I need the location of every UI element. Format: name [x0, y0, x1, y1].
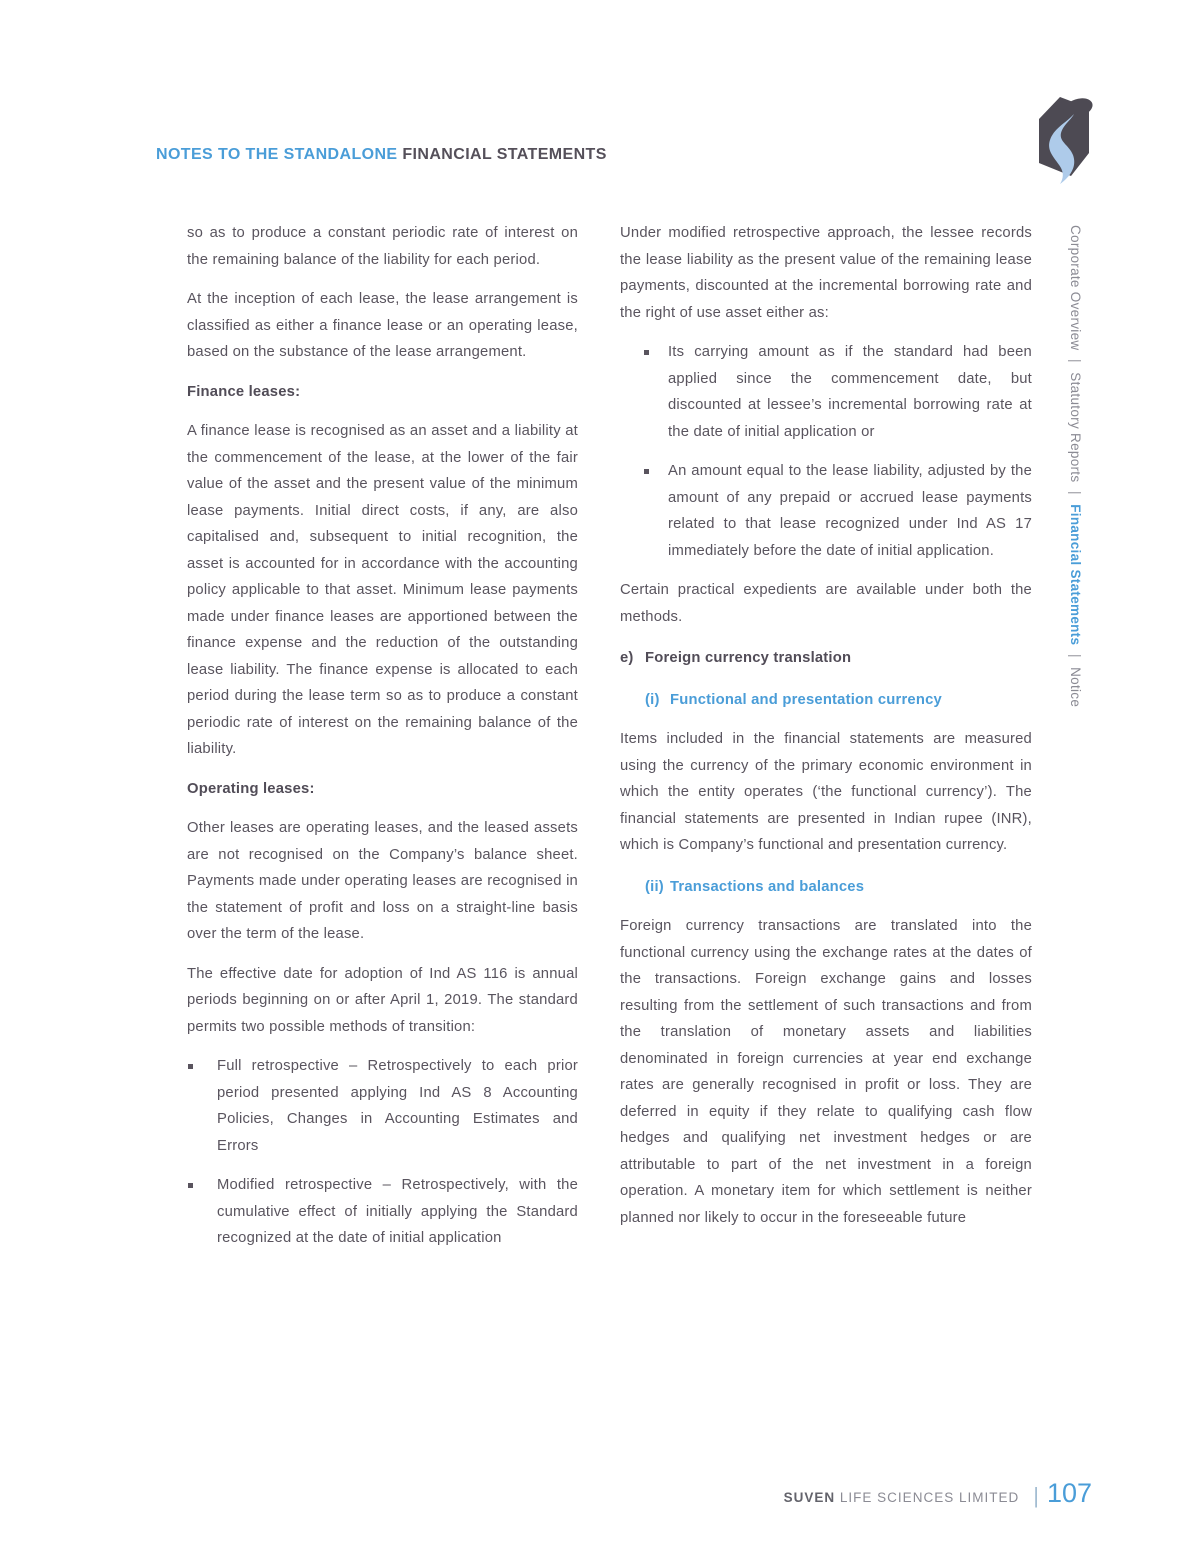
subsection-marker: (ii) — [645, 878, 664, 895]
page-number: 107 — [1046, 1478, 1092, 1508]
paragraph-operating-lease: Other leases are operating leases, and the leased assets are not recognised on the Company’s balance sheet. Payments made under operating leases are recognised in the statement of profit and loss on a straight-line basis over the term of the lease. — [187, 820, 578, 942]
subsection-marker: (i) — [645, 691, 660, 708]
left-column — [187, 220, 578, 1265]
bullet-item-carrying-amount — [643, 339, 1032, 445]
bullet-icon — [188, 1064, 193, 1069]
page-footer — [784, 1478, 1092, 1509]
paragraph-rate: so as to produce a constant periodic rate of interest on the remaining balance of the liability for each period. — [187, 225, 578, 268]
sidebar-separator: | — [1068, 359, 1083, 364]
bullet-item-full-retrospective — [187, 1053, 578, 1159]
heading-finance-leases: Finance leases: — [187, 383, 301, 400]
right-column — [620, 220, 1032, 1244]
paragraph-practical-expedients: Certain practical expedients are available under both the methods. — [620, 582, 1032, 625]
section-nav-sidebar — [1068, 225, 1083, 805]
paragraph-modified-approach: Under modified retrospective approach, the lessee records the lease liability as the present value of the remaining lease payments, discounted at the incremental borrowing rate and the right of use asset either as: — [620, 225, 1032, 321]
bullet-item-modified-retrospective — [187, 1172, 578, 1252]
page-title-dark-part: FINANCIAL STATEMENTS — [402, 146, 607, 163]
page-title-blue-part: NOTES TO THE STANDALONE — [156, 146, 403, 163]
bullet-text: Full retrospective – Retrospectively to each prior period presented applying Ind AS 8 Accounting Policies, Changes in Accounting Estimates and Errors — [217, 1058, 578, 1154]
paragraph-effective-date: The effective date for adoption of Ind AS 116 is annual periods beginning on or after April 1, 2019. The standard permits two possible methods of transition: — [187, 965, 578, 1035]
footer-separator: | — [1033, 1483, 1039, 1508]
section-marker: e) — [620, 650, 634, 666]
bullet-icon — [644, 469, 649, 474]
sidebar-item-corporate-overview: Corporate Overview — [1068, 225, 1083, 351]
sidebar-item-financial-statements: Financial Statements — [1068, 504, 1083, 646]
bullet-item-amount-equal — [643, 458, 1032, 564]
sidebar-separator: | — [1068, 654, 1083, 659]
company-name — [784, 1490, 1020, 1505]
bullet-icon — [644, 350, 649, 355]
paragraph-finance-lease: A finance lease is recognised as an asset and a liability at the commencement of the lease, at the lower of the fair value of the asset and the present value of the minimum lease payments. Initial direct costs, if any, are also capitalised and, subsequent to initial recognition, the asset is accounted for in accordance with the accounting policy applicable to that asset. Minimum lease payments made under finance leases are apportioned between the finance expense and the reduction of the outstanding lease liability. The finance expense is allocated to each period during the lease term so as to produce a constant periodic rate of interest on the remaining balance of the liability. — [187, 423, 578, 757]
bullet-text: Its carrying amount as if the standard had been applied since the commencement date, but discounted at lessee’s incremental borrowing rate at the date of initial application or — [668, 344, 1032, 440]
subsection-transactions-balances — [645, 874, 1032, 901]
page-title — [156, 146, 607, 164]
subsection-heading-functional-currency: Functional and presentation currency — [670, 691, 942, 708]
paragraph-transactions-balances: Foreign currency transactions are translated into the functional currency using the exchange rates at the dates of the transactions. Foreign exchange gains and losses resulting from the settlement of such transactions and from the translation of monetary assets and liabilities denominated in foreign currencies at year end exchange rates are generally recognised in profit or loss. They are deferred in equity if they relate to qualifying cash flow hedges and qualifying net investment hedges or are attributable to part of the net investment in a foreign operation. A monetary item for which settlement is neither planned nor likely to occur in the foreseeable future — [620, 918, 1032, 1226]
subsection-heading-transactions-balances: Transactions and balances — [670, 878, 865, 895]
bullet-text: Modified retrospective – Retrospectively, with the cumulative effect of initially applying the Standard recognized at the date of initial application — [217, 1177, 578, 1246]
company-name-rest: LIFE SCIENCES LIMITED — [835, 1490, 1020, 1505]
paragraph-inception: At the inception of each lease, the lease arrangement is classified as either a finance lease or an operating lease, based on the substance of the lease arrangement. — [187, 291, 578, 360]
sidebar-item-notice: Notice — [1068, 667, 1083, 708]
bullet-text: An amount equal to the lease liability, adjusted by the amount of any prepaid or accrued lease payments related to that lease recognized under Ind AS 17 immediately before the date of initial application. — [668, 463, 1032, 559]
company-name-bold: SUVEN — [783, 1490, 836, 1505]
bullet-icon — [188, 1183, 193, 1188]
section-foreign-currency — [620, 645, 1032, 672]
section-heading-foreign-currency: Foreign currency translation — [645, 650, 852, 666]
suven-logo-icon — [1032, 96, 1098, 188]
paragraph-functional-currency: Items included in the financial statements are measured using the currency of the primary economic environment in which the entity operates (‘the functional currency’). The financial statements are presented in Indian rupee (INR), which is Company’s functional and presentation currency. — [620, 731, 1032, 853]
sidebar-item-statutory-reports: Statutory Reports — [1068, 372, 1083, 483]
subsection-functional-currency — [645, 687, 1032, 714]
sidebar-separator: | — [1068, 491, 1083, 496]
heading-operating-leases: Operating leases: — [187, 780, 315, 797]
